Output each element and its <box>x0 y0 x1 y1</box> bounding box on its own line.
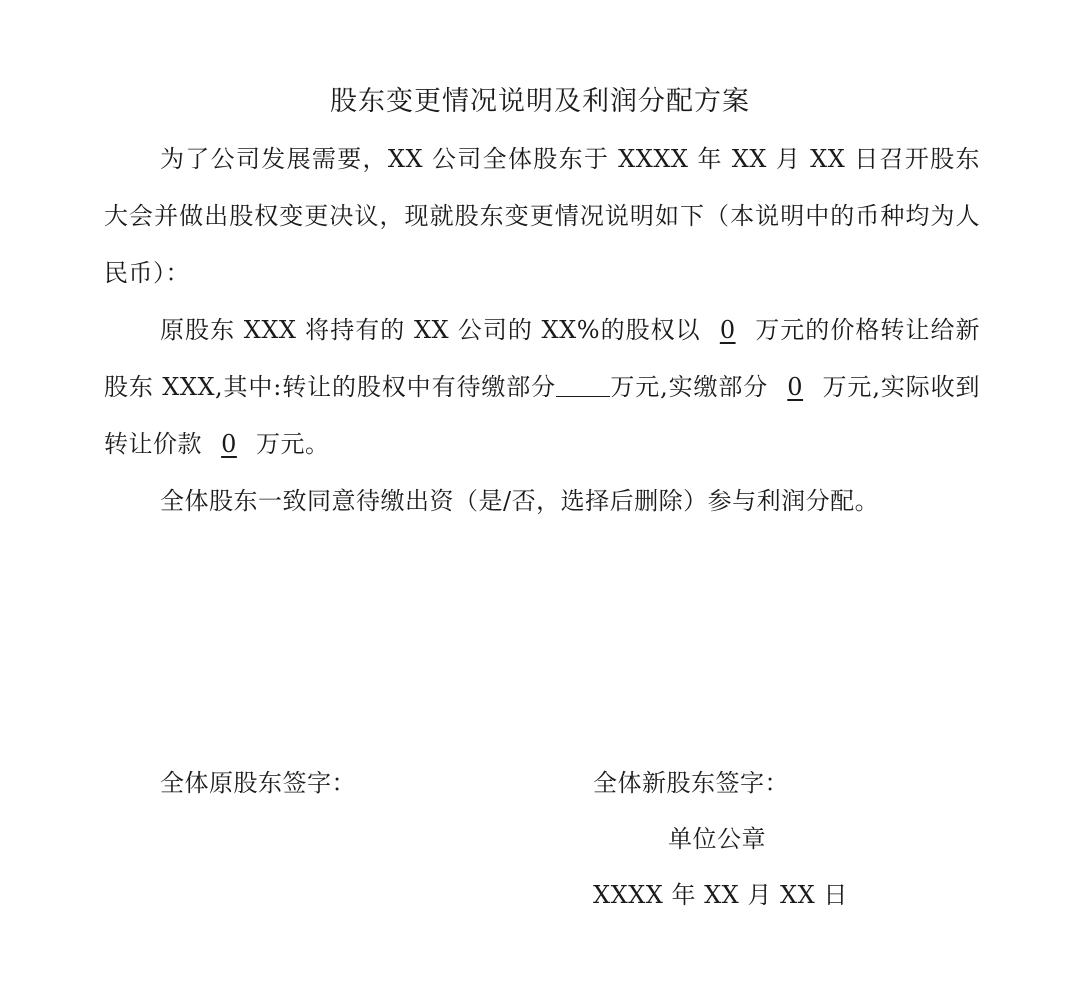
transfer-text-4: 万元,实际收到转让价款 <box>104 373 980 458</box>
transfer-text-2: 万元的价格转让给新股东 XXX,其中:转让的股权中有待缴部分 <box>104 316 980 401</box>
transfer-price-blank: 0 <box>719 316 736 344</box>
unpaid-amount-blank <box>556 374 610 397</box>
signature-date: XXXX 年 XX 月 XX 日 <box>593 881 848 909</box>
paragraph-transfer <box>104 302 980 473</box>
paragraph-intro: 为了公司发展需要，XX 公司全体股东于 XXXX 年 XX 月 XX 日召开股东大会并做出股权变更决议，现就股东变更情况说明如下（本说明中的币种均为人民币）： <box>104 145 980 287</box>
paid-amount-blank: 0 <box>787 373 804 401</box>
transfer-text-1: 原股东 XXX 将持有的 XX 公司的 XX%的股权以 <box>160 316 701 344</box>
document-title: 股东变更情况说明及利润分配方案 <box>330 86 750 117</box>
new-shareholders-signature: 全体新股东签字： <box>593 769 789 797</box>
old-shareholders-signature: 全体原股东签字： <box>160 769 356 797</box>
transfer-text-3: 万元,实缴部分 <box>609 373 769 401</box>
paragraph-profit-distribution: 全体股东一致同意待缴出资（是/否，选择后删除）参与利润分配。 <box>160 487 880 515</box>
received-amount-blank: 0 <box>221 430 237 458</box>
company-seal-label: 单位公章 <box>668 825 766 853</box>
transfer-text-5: 万元。 <box>256 430 330 458</box>
